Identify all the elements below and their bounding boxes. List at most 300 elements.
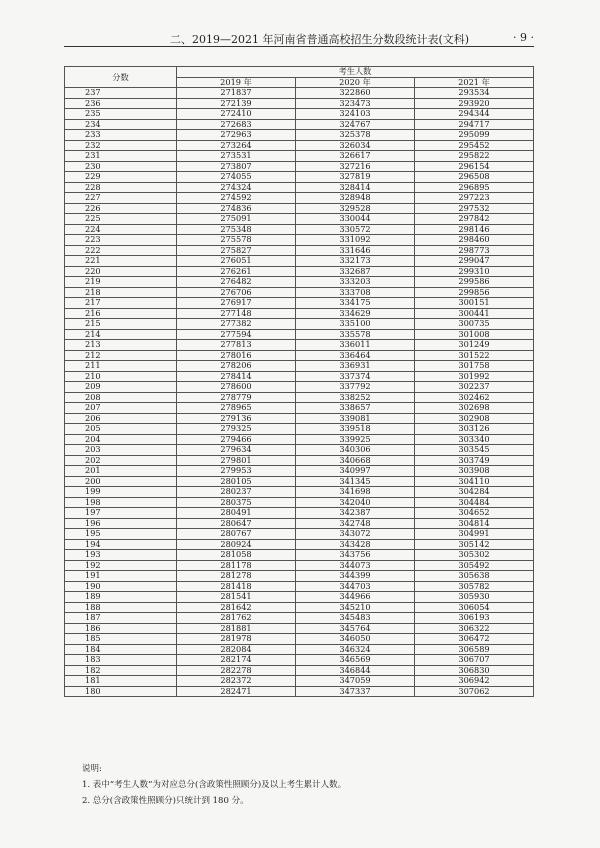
count-cell: 333708 <box>296 287 415 298</box>
count-cell: 342387 <box>296 508 415 519</box>
count-cell: 336011 <box>296 340 415 351</box>
table-row <box>65 424 534 435</box>
count-cell: 302698 <box>415 403 534 414</box>
table-row <box>65 340 534 351</box>
note-item: 2. 总分(含政策性照顾分)只统计到 180 分。 <box>82 796 249 806</box>
score-cell: 223 <box>65 235 177 246</box>
table-row <box>65 256 534 267</box>
table-row <box>65 518 534 529</box>
score-cell: 224 <box>65 224 177 235</box>
score-cell: 237 <box>65 88 177 99</box>
score-cell: 183 <box>65 655 177 666</box>
count-cell: 339081 <box>296 413 415 424</box>
table-row <box>65 277 534 288</box>
table-row <box>65 413 534 424</box>
count-cell: 337374 <box>296 371 415 382</box>
notes-heading: 说明: <box>82 764 102 774</box>
score-cell: 190 <box>65 581 177 592</box>
count-cell: 324103 <box>296 109 415 120</box>
table-row <box>65 203 534 214</box>
table-row <box>65 266 534 277</box>
year-header-2021: 2021 年 <box>415 77 534 88</box>
table-row <box>65 298 534 309</box>
count-cell: 300441 <box>415 308 534 319</box>
count-cell: 341698 <box>296 487 415 498</box>
table-row <box>65 140 534 151</box>
page-number: · 9 · <box>513 31 534 44</box>
score-cell: 182 <box>65 665 177 676</box>
count-cell: 306707 <box>415 655 534 666</box>
count-cell: 304991 <box>415 529 534 540</box>
count-cell: 280105 <box>177 476 296 487</box>
score-cell: 184 <box>65 644 177 655</box>
count-cell: 277813 <box>177 340 296 351</box>
count-cell: 302908 <box>415 413 534 424</box>
count-cell: 336931 <box>296 361 415 372</box>
table-row <box>65 560 534 571</box>
score-cell: 188 <box>65 602 177 613</box>
count-cell: 339518 <box>296 424 415 435</box>
score-cell: 193 <box>65 550 177 561</box>
score-cell: 196 <box>65 518 177 529</box>
count-cell: 306830 <box>415 665 534 676</box>
count-cell: 347337 <box>296 686 415 697</box>
count-cell: 277594 <box>177 329 296 340</box>
count-cell: 273264 <box>177 140 296 151</box>
score-column-header: 分数 <box>65 67 177 88</box>
count-cell: 280924 <box>177 539 296 550</box>
count-cell: 276706 <box>177 287 296 298</box>
count-cell: 296508 <box>415 172 534 183</box>
score-cell: 233 <box>65 130 177 141</box>
notes-section <box>82 761 346 809</box>
count-cell: 277382 <box>177 319 296 330</box>
count-cell: 328948 <box>296 193 415 204</box>
count-cell: 279136 <box>177 413 296 424</box>
table-row <box>65 466 534 477</box>
score-cell: 217 <box>65 298 177 309</box>
count-cell: 281178 <box>177 560 296 571</box>
score-cell: 197 <box>65 508 177 519</box>
score-cell: 221 <box>65 256 177 267</box>
table-row <box>65 476 534 487</box>
table-row <box>65 581 534 592</box>
score-cell: 199 <box>65 487 177 498</box>
count-cell: 279634 <box>177 445 296 456</box>
score-cell: 236 <box>65 98 177 109</box>
count-cell: 278414 <box>177 371 296 382</box>
score-cell: 204 <box>65 434 177 445</box>
count-cell: 346844 <box>296 665 415 676</box>
table-row <box>65 529 534 540</box>
table-row <box>65 508 534 519</box>
count-cell: 328414 <box>296 182 415 193</box>
count-cell: 303545 <box>415 445 534 456</box>
count-cell: 306942 <box>415 676 534 687</box>
score-cell: 218 <box>65 287 177 298</box>
table-body <box>65 88 534 697</box>
count-cell: 275827 <box>177 245 296 256</box>
table-row <box>65 676 534 687</box>
count-cell: 327216 <box>296 161 415 172</box>
table-row <box>65 644 534 655</box>
score-cell: 226 <box>65 203 177 214</box>
count-cell: 295452 <box>415 140 534 151</box>
count-cell: 340997 <box>296 466 415 477</box>
count-cell: 301008 <box>415 329 534 340</box>
count-cell: 343428 <box>296 539 415 550</box>
count-cell: 346050 <box>296 634 415 645</box>
count-cell: 279325 <box>177 424 296 435</box>
count-cell: 280491 <box>177 508 296 519</box>
score-cell: 187 <box>65 613 177 624</box>
count-cell: 298460 <box>415 235 534 246</box>
count-cell: 336464 <box>296 350 415 361</box>
table-row <box>65 382 534 393</box>
score-cell: 200 <box>65 476 177 487</box>
count-cell: 279953 <box>177 466 296 477</box>
count-cell: 334175 <box>296 298 415 309</box>
table-row <box>65 245 534 256</box>
table-row <box>65 613 534 624</box>
count-cell: 305638 <box>415 571 534 582</box>
count-cell: 274592 <box>177 193 296 204</box>
count-cell: 300735 <box>415 319 534 330</box>
count-cell: 338252 <box>296 392 415 403</box>
count-cell: 345210 <box>296 602 415 613</box>
count-cell: 344399 <box>296 571 415 582</box>
table-row <box>65 151 534 162</box>
candidates-group-header: 考生人数 <box>177 67 534 78</box>
count-cell: 329528 <box>296 203 415 214</box>
table-row <box>65 445 534 456</box>
count-cell: 324767 <box>296 119 415 130</box>
count-cell: 281418 <box>177 581 296 592</box>
score-cell: 229 <box>65 172 177 183</box>
table-row <box>65 655 534 666</box>
table-row <box>65 539 534 550</box>
table-row <box>65 98 534 109</box>
count-cell: 272963 <box>177 130 296 141</box>
count-cell: 335100 <box>296 319 415 330</box>
count-cell: 304110 <box>415 476 534 487</box>
count-cell: 276482 <box>177 277 296 288</box>
score-cell: 228 <box>65 182 177 193</box>
count-cell: 304484 <box>415 497 534 508</box>
score-table <box>64 66 534 697</box>
count-cell: 299047 <box>415 256 534 267</box>
count-cell: 337792 <box>296 382 415 393</box>
count-cell: 326617 <box>296 151 415 162</box>
count-cell: 278779 <box>177 392 296 403</box>
count-cell: 333203 <box>296 277 415 288</box>
score-cell: 232 <box>65 140 177 151</box>
score-cell: 210 <box>65 371 177 382</box>
score-cell: 222 <box>65 245 177 256</box>
count-cell: 341345 <box>296 476 415 487</box>
table-row <box>65 371 534 382</box>
table-row <box>65 550 534 561</box>
count-cell: 306589 <box>415 644 534 655</box>
table-row <box>65 130 534 141</box>
score-cell: 213 <box>65 340 177 351</box>
count-cell: 299586 <box>415 277 534 288</box>
score-cell: 225 <box>65 214 177 225</box>
table-row <box>65 119 534 130</box>
table-row <box>65 182 534 193</box>
count-cell: 281058 <box>177 550 296 561</box>
year-header-2019: 2019 年 <box>177 77 296 88</box>
score-cell: 181 <box>65 676 177 687</box>
count-cell: 347059 <box>296 676 415 687</box>
score-cell: 207 <box>65 403 177 414</box>
page-title: 二、2019—2021 年河南省普通高校招生分数段统计表(文科) <box>170 33 470 46</box>
table-row <box>65 623 534 634</box>
table-row <box>65 319 534 330</box>
count-cell: 330572 <box>296 224 415 235</box>
count-cell: 304814 <box>415 518 534 529</box>
score-cell: 202 <box>65 455 177 466</box>
count-cell: 275578 <box>177 235 296 246</box>
count-cell: 297842 <box>415 214 534 225</box>
count-cell: 295099 <box>415 130 534 141</box>
count-cell: 303908 <box>415 466 534 477</box>
count-cell: 325378 <box>296 130 415 141</box>
score-cell: 227 <box>65 193 177 204</box>
count-cell: 345764 <box>296 623 415 634</box>
score-cell: 208 <box>65 392 177 403</box>
count-cell: 293920 <box>415 98 534 109</box>
count-cell: 274324 <box>177 182 296 193</box>
count-cell: 278600 <box>177 382 296 393</box>
count-cell: 342748 <box>296 518 415 529</box>
count-cell: 276261 <box>177 266 296 277</box>
count-cell: 296895 <box>415 182 534 193</box>
score-cell: 214 <box>65 329 177 340</box>
table-row <box>65 634 534 645</box>
count-cell: 301758 <box>415 361 534 372</box>
score-cell: 216 <box>65 308 177 319</box>
score-cell: 212 <box>65 350 177 361</box>
note-item: 1. 表中“考生人数”为对应总分(含政策性照顾分)及以上考生累计人数。 <box>82 780 347 790</box>
table-row <box>65 161 534 172</box>
score-cell: 231 <box>65 151 177 162</box>
count-cell: 305142 <box>415 539 534 550</box>
count-cell: 271837 <box>177 88 296 99</box>
count-cell: 278965 <box>177 403 296 414</box>
count-cell: 307062 <box>415 686 534 697</box>
count-cell: 344073 <box>296 560 415 571</box>
count-cell: 346569 <box>296 655 415 666</box>
count-cell: 306054 <box>415 602 534 613</box>
count-cell: 278206 <box>177 361 296 372</box>
score-cell: 192 <box>65 560 177 571</box>
count-cell: 276051 <box>177 256 296 267</box>
count-cell: 340668 <box>296 455 415 466</box>
count-cell: 301992 <box>415 371 534 382</box>
count-cell: 303340 <box>415 434 534 445</box>
table-row <box>65 329 534 340</box>
table-row <box>65 214 534 225</box>
count-cell: 275348 <box>177 224 296 235</box>
count-cell: 280237 <box>177 487 296 498</box>
count-cell: 273807 <box>177 161 296 172</box>
table-row <box>65 392 534 403</box>
count-cell: 295822 <box>415 151 534 162</box>
count-cell: 340306 <box>296 445 415 456</box>
count-cell: 344703 <box>296 581 415 592</box>
score-cell: 209 <box>65 382 177 393</box>
count-cell: 280647 <box>177 518 296 529</box>
score-cell: 195 <box>65 529 177 540</box>
count-cell: 280767 <box>177 529 296 540</box>
score-cell: 194 <box>65 539 177 550</box>
table-row <box>65 403 534 414</box>
table-row <box>65 665 534 676</box>
score-cell: 234 <box>65 119 177 130</box>
table-row <box>65 172 534 183</box>
count-cell: 323473 <box>296 98 415 109</box>
count-cell: 335578 <box>296 329 415 340</box>
count-cell: 281762 <box>177 613 296 624</box>
table-row <box>65 602 534 613</box>
count-cell: 279466 <box>177 434 296 445</box>
count-cell: 301249 <box>415 340 534 351</box>
score-cell: 215 <box>65 319 177 330</box>
count-cell: 298773 <box>415 245 534 256</box>
score-cell: 198 <box>65 497 177 508</box>
count-cell: 281541 <box>177 592 296 603</box>
table-row <box>65 455 534 466</box>
score-cell: 205 <box>65 424 177 435</box>
count-cell: 306322 <box>415 623 534 634</box>
count-cell: 303126 <box>415 424 534 435</box>
count-cell: 274836 <box>177 203 296 214</box>
count-cell: 299310 <box>415 266 534 277</box>
count-cell: 306193 <box>415 613 534 624</box>
count-cell: 273531 <box>177 151 296 162</box>
count-cell: 277148 <box>177 308 296 319</box>
count-cell: 272139 <box>177 98 296 109</box>
count-cell: 343072 <box>296 529 415 540</box>
count-cell: 330044 <box>296 214 415 225</box>
count-cell: 305930 <box>415 592 534 603</box>
count-cell: 302462 <box>415 392 534 403</box>
table-row <box>65 592 534 603</box>
table-row <box>65 350 534 361</box>
count-cell: 278016 <box>177 350 296 361</box>
count-cell: 282471 <box>177 686 296 697</box>
count-cell: 322860 <box>296 88 415 99</box>
count-cell: 297532 <box>415 203 534 214</box>
count-cell: 300151 <box>415 298 534 309</box>
count-cell: 274055 <box>177 172 296 183</box>
count-cell: 281642 <box>177 602 296 613</box>
count-cell: 302237 <box>415 382 534 393</box>
count-cell: 306472 <box>415 634 534 645</box>
score-cell: 220 <box>65 266 177 277</box>
count-cell: 331646 <box>296 245 415 256</box>
year-header-2020: 2020 年 <box>296 77 415 88</box>
count-cell: 305782 <box>415 581 534 592</box>
count-cell: 301522 <box>415 350 534 361</box>
table-header-row <box>65 67 534 78</box>
score-cell: 180 <box>65 686 177 697</box>
score-cell: 211 <box>65 361 177 372</box>
count-cell: 293534 <box>415 88 534 99</box>
count-cell: 294344 <box>415 109 534 120</box>
table-row <box>65 686 534 697</box>
count-cell: 282372 <box>177 676 296 687</box>
table-row <box>65 193 534 204</box>
count-cell: 343756 <box>296 550 415 561</box>
count-cell: 304284 <box>415 487 534 498</box>
count-cell: 282278 <box>177 665 296 676</box>
count-cell: 298146 <box>415 224 534 235</box>
score-cell: 230 <box>65 161 177 172</box>
score-cell: 191 <box>65 571 177 582</box>
score-cell: 189 <box>65 592 177 603</box>
count-cell: 299856 <box>415 287 534 298</box>
count-cell: 327819 <box>296 172 415 183</box>
page-header <box>64 28 534 47</box>
table-row <box>65 434 534 445</box>
count-cell: 276917 <box>177 298 296 309</box>
table-row <box>65 109 534 120</box>
count-cell: 279801 <box>177 455 296 466</box>
count-cell: 339925 <box>296 434 415 445</box>
table-row <box>65 571 534 582</box>
count-cell: 326034 <box>296 140 415 151</box>
table-row <box>65 487 534 498</box>
count-cell: 296154 <box>415 161 534 172</box>
score-cell: 219 <box>65 277 177 288</box>
count-cell: 303749 <box>415 455 534 466</box>
count-cell: 280375 <box>177 497 296 508</box>
score-cell: 203 <box>65 445 177 456</box>
count-cell: 334629 <box>296 308 415 319</box>
count-cell: 305302 <box>415 550 534 561</box>
count-cell: 305492 <box>415 560 534 571</box>
count-cell: 281978 <box>177 634 296 645</box>
score-cell: 185 <box>65 634 177 645</box>
score-cell: 186 <box>65 623 177 634</box>
count-cell: 344966 <box>296 592 415 603</box>
count-cell: 281278 <box>177 571 296 582</box>
table-row <box>65 361 534 372</box>
count-cell: 294717 <box>415 119 534 130</box>
count-cell: 345483 <box>296 613 415 624</box>
count-cell: 332173 <box>296 256 415 267</box>
count-cell: 297223 <box>415 193 534 204</box>
count-cell: 282174 <box>177 655 296 666</box>
count-cell: 332687 <box>296 266 415 277</box>
score-cell: 206 <box>65 413 177 424</box>
count-cell: 275091 <box>177 214 296 225</box>
table-row <box>65 308 534 319</box>
table-row <box>65 287 534 298</box>
score-cell: 235 <box>65 109 177 120</box>
table-row <box>65 224 534 235</box>
count-cell: 346324 <box>296 644 415 655</box>
count-cell: 304652 <box>415 508 534 519</box>
score-cell: 201 <box>65 466 177 477</box>
count-cell: 338657 <box>296 403 415 414</box>
count-cell: 272683 <box>177 119 296 130</box>
table-row <box>65 235 534 246</box>
table-row <box>65 88 534 99</box>
count-cell: 281881 <box>177 623 296 634</box>
